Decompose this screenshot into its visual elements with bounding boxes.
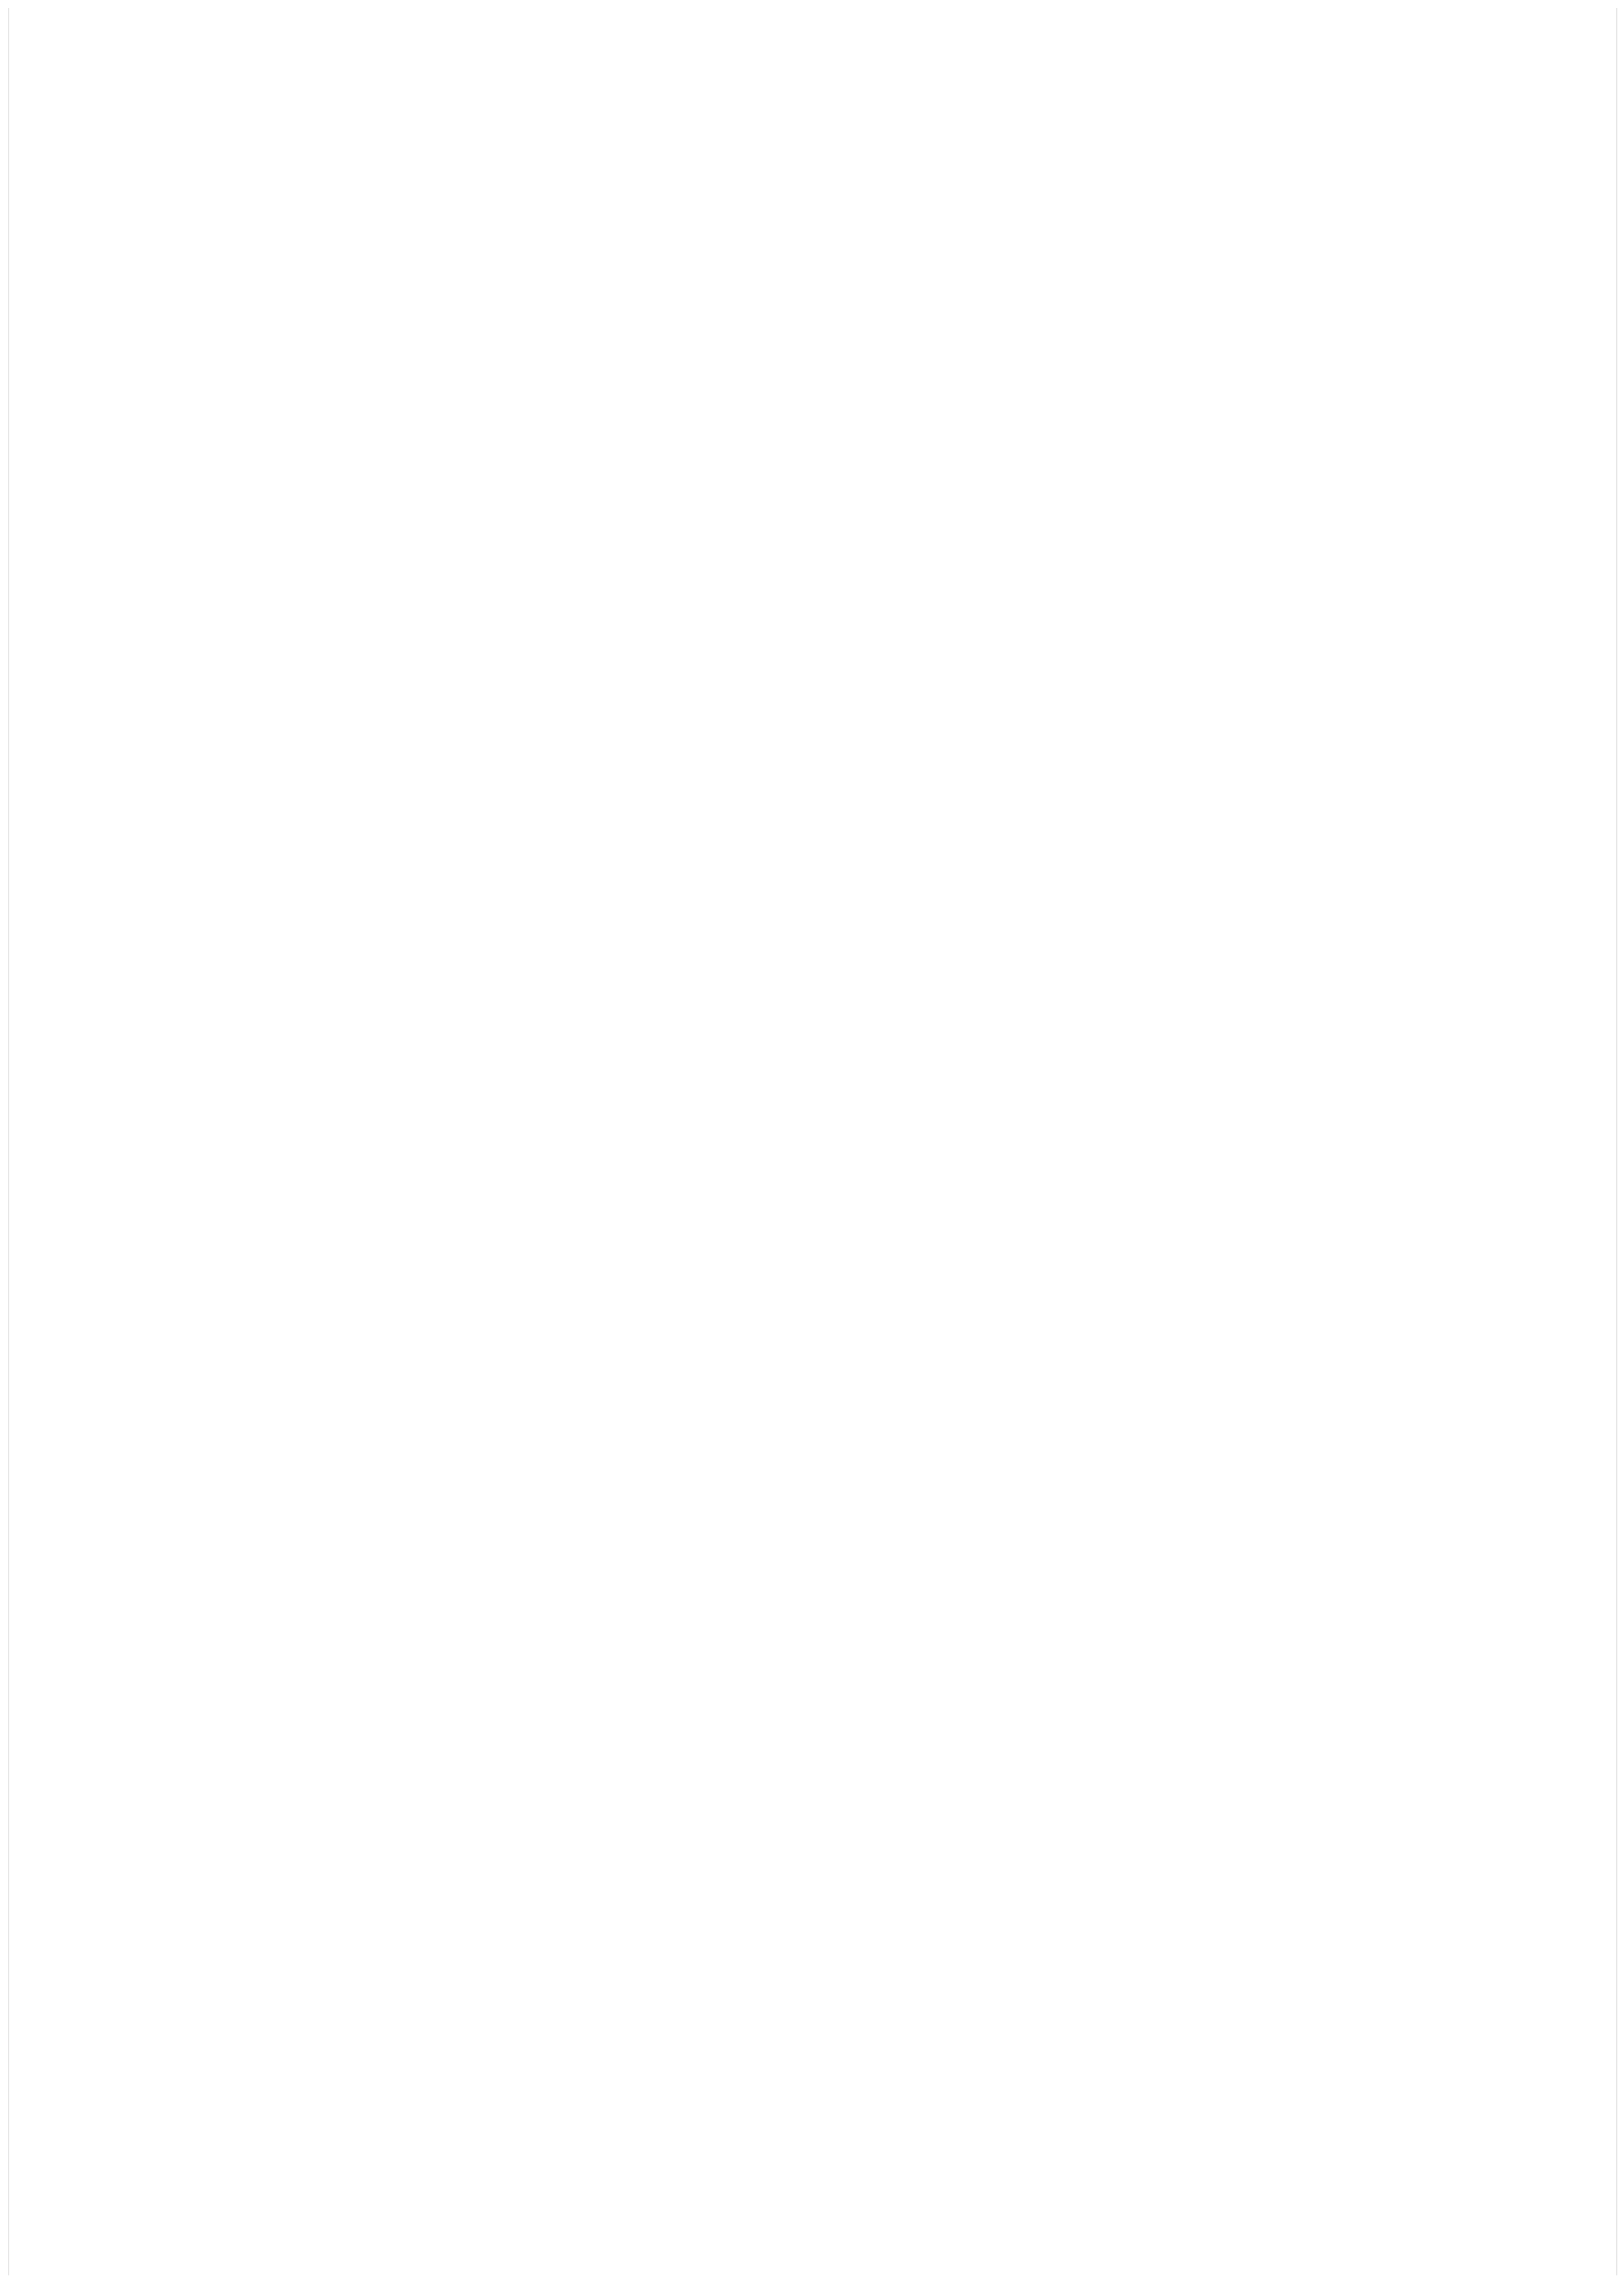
page-border xyxy=(8,8,1617,2275)
right-watermark-strip xyxy=(1609,40,1624,2228)
left-watermark-strip xyxy=(1,40,16,2228)
